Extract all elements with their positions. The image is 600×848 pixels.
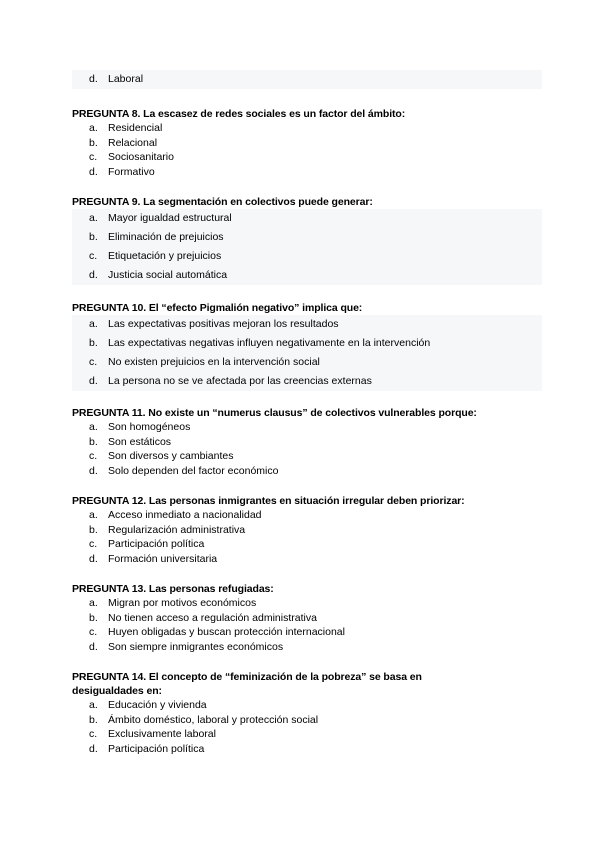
option-a[interactable] [72, 698, 472, 713]
previous-question-tail [72, 70, 542, 89]
option-a[interactable] [72, 121, 542, 136]
option-letter: b. [89, 136, 98, 149]
question-14 [72, 670, 472, 756]
option-c[interactable] [72, 247, 542, 266]
option-c[interactable] [72, 625, 542, 640]
option-letter: a. [89, 509, 98, 521]
question-10 [72, 301, 542, 391]
option-letter: c. [89, 538, 98, 550]
option-text: Sociosanitario [108, 151, 174, 163]
option-text: Eliminación de prejuicios [108, 231, 224, 243]
question-8 [72, 107, 542, 179]
option-text: No tienen acceso a regulación administrativa [108, 611, 317, 624]
option-d[interactable] [72, 70, 542, 89]
option-text: Participación política [108, 538, 205, 550]
option-d[interactable] [72, 464, 542, 479]
option-letter: c. [89, 151, 98, 163]
option-text: Acceso inmediato a nacionalidad [108, 509, 262, 521]
option-a[interactable] [72, 420, 542, 435]
option-letter: a. [89, 421, 98, 433]
option-a[interactable] [72, 508, 542, 523]
option-b[interactable] [72, 228, 542, 247]
option-letter: c. [89, 250, 98, 262]
option-text: Regularización administrativa [108, 523, 246, 536]
option-letter: d. [89, 640, 98, 653]
option-text: No existen prejuicios en la intervención social [108, 356, 320, 368]
option-letter: b. [89, 611, 98, 624]
option-letter: d. [89, 552, 98, 565]
option-letter: d. [89, 375, 98, 387]
option-text: Educación y vivienda [108, 699, 207, 711]
options-list [72, 596, 542, 654]
question-title: PREGUNTA 9. La segmentación en colectivos puede generar: [72, 196, 373, 208]
option-c[interactable] [72, 449, 542, 464]
options-list [72, 315, 542, 391]
option-text: Participación política [108, 742, 205, 755]
question-title: PREGUNTA 11. No existe un “numerus clausus” de colectivos vulnerables porque: [72, 407, 477, 419]
option-text: Formación universitaria [108, 552, 218, 565]
question-13 [72, 582, 542, 654]
option-text: Huyen obligadas y buscan protección internacional [108, 626, 345, 638]
option-letter: a. [89, 699, 98, 711]
option-letter: b. [89, 435, 98, 448]
option-letter: a. [89, 318, 98, 330]
option-letter: c. [89, 356, 98, 368]
option-d[interactable] [72, 266, 542, 285]
option-text: Exclusivamente laboral [108, 728, 216, 740]
option-c[interactable] [72, 353, 542, 372]
option-text: Ámbito doméstico, laboral y protección social [108, 713, 319, 726]
option-text: Formativo [108, 165, 155, 178]
option-d[interactable] [72, 742, 472, 757]
option-b[interactable] [72, 334, 542, 353]
option-letter: d. [89, 464, 98, 477]
option-letter: d. [89, 742, 98, 755]
option-text: Las expectativas negativas influyen negativamente en la intervención [108, 337, 431, 349]
option-letter: a. [89, 212, 98, 224]
option-text: Laboral [108, 73, 144, 85]
question-9 [72, 195, 542, 285]
option-letter: b. [89, 523, 98, 536]
options-list [72, 508, 542, 566]
option-letter: b. [89, 337, 98, 349]
option-text: Son estáticos [108, 435, 172, 448]
option-letter: a. [89, 122, 98, 134]
options-list [72, 70, 542, 89]
option-d[interactable] [72, 552, 542, 567]
options-list [72, 698, 472, 756]
option-text: Residencial [108, 122, 163, 134]
option-c[interactable] [72, 150, 542, 165]
option-a[interactable] [72, 315, 542, 334]
option-letter: d. [89, 165, 98, 178]
option-b[interactable] [72, 611, 542, 626]
option-b[interactable] [72, 523, 542, 538]
option-letter: b. [89, 713, 98, 726]
option-letter: d. [89, 73, 98, 85]
option-c[interactable] [72, 537, 542, 552]
option-letter: d. [89, 269, 98, 281]
option-text: Las expectativas positivas mejoran los resultados [108, 318, 339, 330]
option-c[interactable] [72, 727, 472, 742]
question-12 [72, 494, 542, 566]
options-list [72, 209, 542, 285]
option-text: Solo dependen del factor económico [108, 464, 279, 477]
option-text: La persona no se ve afectada por las creencias externas [108, 375, 372, 387]
option-b[interactable] [72, 435, 542, 450]
option-d[interactable] [72, 372, 542, 391]
option-text: Migran por motivos económicos [108, 597, 257, 609]
option-text: Son homogéneos [108, 421, 191, 433]
option-text: Mayor igualdad estructural [108, 212, 232, 224]
option-a[interactable] [72, 596, 542, 611]
option-letter: c. [89, 626, 98, 638]
options-list [72, 121, 542, 179]
option-text: Relacional [108, 136, 158, 149]
question-11 [72, 406, 542, 478]
option-text: Etiquetación y prejuicios [108, 250, 222, 262]
question-title: PREGUNTA 12. Las personas inmigrantes en situación irregular deben priorizar: [72, 495, 465, 507]
option-text: Justicia social automática [108, 269, 228, 281]
option-b[interactable] [72, 136, 542, 151]
option-letter: b. [89, 231, 98, 243]
options-list [72, 420, 542, 478]
option-letter: a. [89, 597, 98, 609]
option-d[interactable] [72, 165, 542, 180]
option-a[interactable] [72, 209, 542, 228]
option-d[interactable] [72, 640, 542, 655]
question-title: PREGUNTA 13. Las personas refugiadas: [72, 583, 274, 595]
option-letter: c. [89, 728, 98, 740]
option-letter: c. [89, 450, 98, 462]
question-title: PREGUNTA 14. El concepto de “feminización de la pobreza” se basa en desigualdades en: [72, 671, 422, 697]
option-text: Son diversos y cambiantes [108, 450, 234, 462]
option-text: Son siempre inmigrantes económicos [108, 640, 284, 653]
question-title: PREGUNTA 8. La escasez de redes sociales es un factor del ámbito: [72, 108, 406, 120]
option-b[interactable] [72, 713, 472, 728]
question-title: PREGUNTA 10. El “efecto Pigmalión negativo” implica que: [72, 302, 363, 314]
